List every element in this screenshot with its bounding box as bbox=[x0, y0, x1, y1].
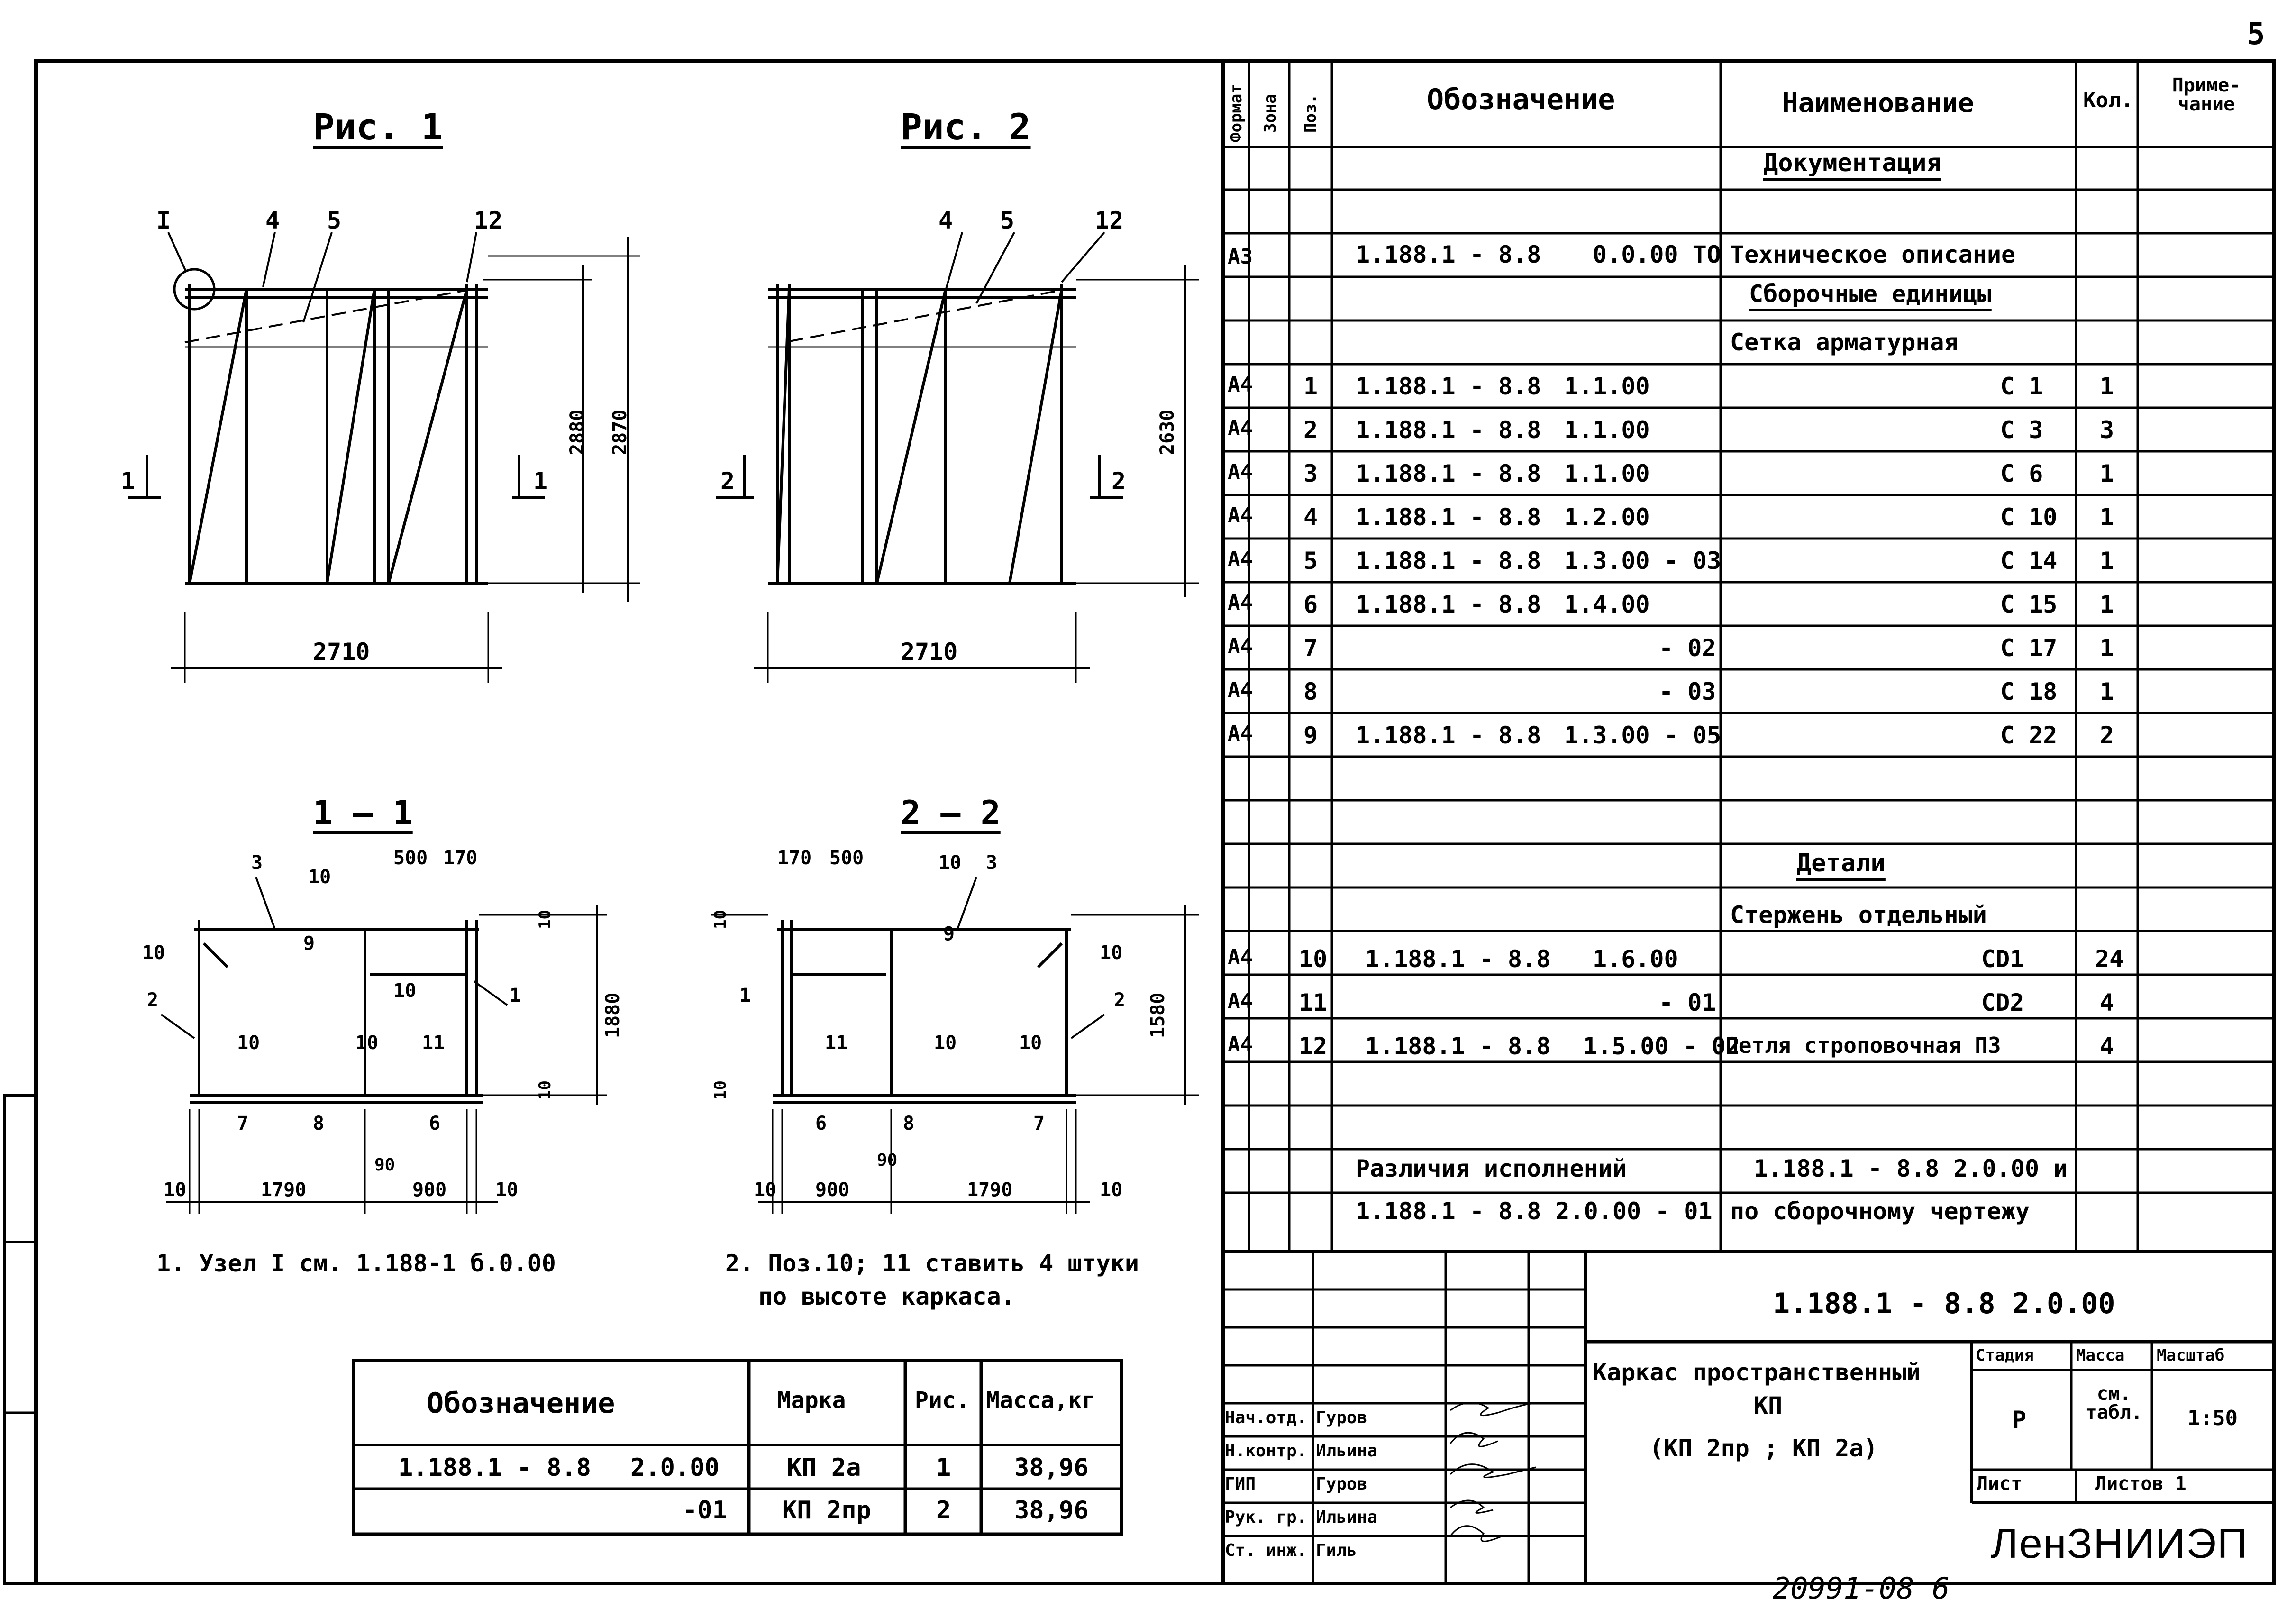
spec-row-desig2: - 01 bbox=[1659, 989, 1716, 1016]
spec-row-qty: 1 bbox=[2100, 678, 2114, 705]
spec-row-desig2: - 02 bbox=[1659, 634, 1716, 662]
title-sheets: Листов 1 bbox=[2095, 1473, 2187, 1495]
sec1-label-9: 9 bbox=[303, 932, 315, 954]
mass-header-fig: Рис. bbox=[915, 1387, 970, 1414]
spec-detail-rows bbox=[1223, 947, 2274, 1078]
spec-row-pos: 6 bbox=[1303, 591, 1318, 618]
org-logo: ЛенЗНИИЭП bbox=[1991, 1520, 2248, 1567]
title-scale-header: Масштаб bbox=[2157, 1346, 2225, 1365]
title-stage: Р bbox=[2012, 1406, 2027, 1434]
spec-row-qty: 2 bbox=[2100, 722, 2114, 749]
spec-header-note: Приме-чание bbox=[2172, 74, 2241, 115]
title-line2: КП bbox=[1754, 1392, 1783, 1419]
sec1-label-7: 7 bbox=[237, 1113, 249, 1134]
spec-row-qty: 1 bbox=[2100, 634, 2114, 662]
spec-row-format: А4 bbox=[1228, 989, 1253, 1013]
spec-row-format: А4 bbox=[1228, 460, 1253, 484]
spec-row-desig: 1.188.1 - 8.8 bbox=[1356, 416, 1541, 444]
spec-row-pos: 9 bbox=[1303, 722, 1318, 749]
mass-row1-mass: 38,96 bbox=[1014, 1454, 1089, 1482]
spec-row-desig: 1.188.1 - 8.8 bbox=[1356, 722, 1541, 749]
spec-row-format: А4 bbox=[1228, 722, 1253, 746]
role-name: Гуров bbox=[1316, 1408, 1367, 1427]
spec-row-pos: 8 bbox=[1303, 678, 1318, 705]
sec2-vdim-1580: 1580 bbox=[1147, 992, 1169, 1038]
title-mass: см. табл. bbox=[2085, 1383, 2143, 1424]
fig2-section-right: 2 bbox=[1112, 467, 1126, 495]
spec-assembly-rows bbox=[1223, 375, 2274, 767]
role-name: Ильина bbox=[1316, 1508, 1378, 1527]
spec-row bbox=[1223, 462, 2274, 505]
mass-row1-fig: 1 bbox=[936, 1454, 951, 1482]
spec-row-name: С 22 bbox=[2000, 722, 2058, 749]
spec-row-format: А4 bbox=[1228, 1033, 1253, 1057]
sec1-label-10e: 10 bbox=[355, 1032, 379, 1054]
spec-section-docs: Документация bbox=[1763, 149, 1941, 177]
spec-row bbox=[1223, 636, 2274, 680]
spec-row-desig2: - 03 bbox=[1659, 678, 1716, 705]
spec-row-name: Петля строповочная П3 bbox=[1725, 1033, 2001, 1058]
spec-row bbox=[1223, 723, 2274, 767]
spec-row-desig: 1.188.1 - 8.8 bbox=[1356, 503, 1541, 531]
spec-row-pos: 2 bbox=[1303, 416, 1318, 444]
spec-row-qty: 1 bbox=[2100, 591, 2114, 618]
sec1-label-3: 3 bbox=[251, 852, 263, 874]
spec-section-details: Детали bbox=[1796, 849, 1886, 878]
sec1-dim-90: 90 bbox=[374, 1155, 395, 1175]
sec2-label-3: 3 bbox=[986, 852, 998, 874]
fig1-label-4: 4 bbox=[265, 207, 280, 234]
fig1-dim-outer: 2870 bbox=[609, 409, 631, 455]
sec2-dim-900: 900 bbox=[815, 1179, 850, 1201]
fig1-graphic bbox=[128, 232, 640, 683]
sec2-vdim-10a: 10 bbox=[711, 910, 730, 929]
spec-row-pos: 11 bbox=[1299, 989, 1328, 1016]
sec2-label-6: 6 bbox=[815, 1113, 827, 1134]
fig2-dim-height: 2630 bbox=[1157, 409, 1178, 455]
mass-row2-desig2: -01 bbox=[683, 1496, 727, 1525]
mass-header-desig: Обозначение bbox=[427, 1387, 615, 1420]
sec1-vdim-10b: 10 bbox=[536, 1080, 555, 1100]
role-name: Гиль bbox=[1316, 1541, 1357, 1560]
title-line1: Каркас пространственный bbox=[1593, 1359, 1921, 1386]
spec-row-desig2: 1.5.00 - 02 bbox=[1583, 1033, 1740, 1060]
spec-row-name: С 15 bbox=[2000, 591, 2058, 618]
spec-row-qty: 4 bbox=[2100, 1033, 2114, 1060]
fig2-section-left: 2 bbox=[720, 467, 735, 495]
mass-row1-desig2: 2.0.00 bbox=[630, 1454, 720, 1482]
spec-row-name: С 14 bbox=[2000, 547, 2058, 575]
sec1-label-11: 11 bbox=[422, 1032, 445, 1054]
spec-row-desig: 1.188.1 - 8.8 bbox=[1365, 945, 1551, 973]
spec-row-desig2: 1.6.00 bbox=[1593, 945, 1678, 973]
spec-row-pos: 1 bbox=[1303, 373, 1318, 400]
fig1-section-left: 1 bbox=[121, 467, 136, 495]
spec-diff-1b: 1.188.1 - 8.8 2.0.00 и bbox=[1754, 1155, 2068, 1182]
spec-row-name: С 18 bbox=[2000, 678, 2058, 705]
spec-row-qty: 1 bbox=[2100, 503, 2114, 531]
spec-header-zone: Зона bbox=[1261, 94, 1280, 133]
sec1-label-6: 6 bbox=[429, 1113, 441, 1134]
spec-row-format: А4 bbox=[1228, 416, 1253, 440]
sec1-label-1: 1 bbox=[510, 985, 521, 1006]
role-label: Нач.отд. bbox=[1225, 1408, 1307, 1427]
sec2-dim-10b: 10 bbox=[1100, 1179, 1123, 1201]
sec2-dim-1790: 1790 bbox=[967, 1179, 1013, 1201]
spec-row bbox=[1223, 991, 2274, 1034]
title-scale: 1:50 bbox=[2187, 1406, 2238, 1430]
spec-row-desig: 1.188.1 - 8.8 bbox=[1356, 460, 1541, 487]
fig1-section-right: 1 bbox=[533, 467, 548, 495]
spec-row-desig2: 1.3.00 - 03 bbox=[1564, 547, 1722, 575]
spec-row-format: А4 bbox=[1228, 373, 1253, 397]
spec-row-desig2: 1.4.00 bbox=[1564, 591, 1650, 618]
spec-row-format: А4 bbox=[1228, 591, 1253, 615]
spec-row bbox=[1223, 1034, 2274, 1078]
spec-row-pos: 3 bbox=[1303, 460, 1318, 487]
spec-header-desig: Обозначение bbox=[1427, 83, 1615, 116]
sec1-dim-10b: 10 bbox=[495, 1179, 519, 1201]
sec1-label-10a: 10 bbox=[308, 866, 331, 888]
fig2-label-5: 5 bbox=[1000, 207, 1015, 234]
note-2-line2: по высоте каркаса. bbox=[758, 1283, 1015, 1310]
sec2-label-11: 11 bbox=[825, 1032, 848, 1054]
title-line3: (КП 2пр ; КП 2а) bbox=[1649, 1435, 1878, 1462]
title-code: 1.188.1 - 8.8 2.0.00 bbox=[1773, 1287, 2115, 1320]
sec2-dim-170: 170 bbox=[777, 847, 812, 869]
spec-subsection-rod: Стержень отдельный bbox=[1730, 901, 1987, 929]
sec2-label-10b: 10 bbox=[1100, 942, 1123, 964]
role-label: Ст. инж. bbox=[1225, 1541, 1307, 1560]
spec-row-format: А4 bbox=[1228, 503, 1253, 528]
fig2-graphic bbox=[716, 232, 1199, 683]
spec-row bbox=[1223, 947, 2274, 991]
spec-row-qty: 3 bbox=[2100, 416, 2114, 444]
sec2-dim-500: 500 bbox=[829, 847, 864, 869]
footer-code: 20991-08 6 bbox=[1773, 1571, 1950, 1606]
mass-row2-fig: 2 bbox=[936, 1496, 951, 1525]
spec-row-name: С 17 bbox=[2000, 634, 2058, 662]
spec-row bbox=[1223, 505, 2274, 549]
spec-row-pos: 12 bbox=[1299, 1033, 1328, 1060]
fig2-label-12: 12 bbox=[1095, 207, 1124, 234]
fig1-label-node: I bbox=[156, 207, 171, 234]
sec2-label-7: 7 bbox=[1033, 1113, 1045, 1134]
spec-row-pos: 7 bbox=[1303, 634, 1318, 662]
spec-row-desig: 1.188.1 - 8.8 bbox=[1356, 373, 1541, 400]
spec-row-pos: 4 bbox=[1303, 503, 1318, 531]
spec-row-desig2: 1.1.00 bbox=[1564, 373, 1650, 400]
note-1: 1. Узел I см. 1.188-1 б.0.00 bbox=[156, 1250, 556, 1277]
spec-row-name: СD2 bbox=[1981, 989, 2024, 1016]
spec-row-format: А4 bbox=[1228, 634, 1253, 658]
spec-diff-1a: Различия исполнений bbox=[1356, 1155, 1627, 1182]
sec1-dim-170: 170 bbox=[443, 847, 478, 869]
spec-row-qty: 1 bbox=[2100, 547, 2114, 575]
spec-row-desig: 1.188.1 - 8.8 bbox=[1356, 547, 1541, 575]
spec-row-name: С 3 bbox=[2000, 416, 2043, 444]
section1-title: 1 – 1 bbox=[313, 794, 413, 832]
sec2-label-1: 1 bbox=[739, 985, 751, 1006]
sec2-label-8: 8 bbox=[903, 1113, 915, 1134]
sec2-dim-10a: 10 bbox=[754, 1179, 777, 1201]
sec1-label-8: 8 bbox=[313, 1113, 325, 1134]
section2-title: 2 – 2 bbox=[901, 794, 1001, 832]
role-label: Н.контр. bbox=[1225, 1441, 1307, 1461]
spec-header-qty: Кол. bbox=[2083, 88, 2133, 112]
spec-row-name: С 1 bbox=[2000, 373, 2043, 400]
spec-row-desig: 1.188.1 - 8.8 bbox=[1365, 1033, 1551, 1060]
spec-row-qty: 1 bbox=[2100, 373, 2114, 400]
mass-row1-mark: КП 2а bbox=[787, 1454, 861, 1482]
sec1-label-2: 2 bbox=[147, 989, 159, 1011]
spec-row-name: С 6 bbox=[2000, 460, 2043, 487]
spec-doc-desig: 1.188.1 - 8.8 bbox=[1356, 241, 1541, 268]
sec2-label-10c: 10 bbox=[934, 1032, 957, 1054]
sec1-dim-10a: 10 bbox=[164, 1179, 187, 1201]
role-label: ГИП bbox=[1225, 1474, 1256, 1494]
sec2-vdim-10b: 10 bbox=[711, 1080, 730, 1100]
sec2-label-2: 2 bbox=[1114, 989, 1126, 1011]
mass-header-mass: Масса,кг bbox=[986, 1387, 1096, 1414]
spec-row-desig: 1.188.1 - 8.8 bbox=[1356, 591, 1541, 618]
spec-row-desig2: 1.2.00 bbox=[1564, 503, 1650, 531]
fig1-title: Рис. 1 bbox=[313, 106, 443, 148]
spec-row-qty: 1 bbox=[2100, 460, 2114, 487]
sec1-dim-500: 500 bbox=[393, 847, 428, 869]
sec1-vdim-10a: 10 bbox=[536, 910, 555, 929]
role-label: Рук. гр. bbox=[1225, 1508, 1307, 1527]
sec1-label-10d: 10 bbox=[237, 1032, 260, 1054]
spec-section-assemblies: Сборочные единицы bbox=[1749, 280, 1992, 308]
spec-row bbox=[1223, 418, 2274, 462]
title-stage-header: Стадия bbox=[1976, 1346, 2034, 1365]
fig2-title: Рис. 2 bbox=[901, 106, 1031, 148]
spec-row bbox=[1223, 680, 2274, 723]
spec-row-qty: 24 bbox=[2095, 945, 2124, 973]
note-2-line1: 2. Поз.10; 11 ставить 4 штуки bbox=[725, 1250, 1139, 1277]
spec-row-name: СD1 bbox=[1981, 945, 2024, 973]
role-name: Ильина bbox=[1316, 1441, 1378, 1461]
sec2-label-10a: 10 bbox=[938, 852, 962, 874]
spec-doc-name: Техническое описание bbox=[1730, 241, 2016, 268]
fig1-label-12: 12 bbox=[474, 207, 503, 234]
mass-row2-mass: 38,96 bbox=[1014, 1496, 1089, 1525]
spec-header-pos: Поз. bbox=[1301, 94, 1320, 133]
mass-row2-mark: КП 2пр bbox=[782, 1496, 871, 1525]
sec2-label-9: 9 bbox=[943, 923, 955, 945]
spec-subsection-mesh: Сетка арматурная bbox=[1730, 329, 1959, 356]
sec1-label-10b: 10 bbox=[142, 942, 165, 964]
spec-row bbox=[1223, 375, 2274, 418]
spec-row-pos: 10 bbox=[1299, 945, 1328, 973]
fig1-dim-inner: 2880 bbox=[566, 409, 588, 455]
spec-row bbox=[1223, 593, 2274, 636]
spec-diff-2b: по сборочному чертежу bbox=[1730, 1198, 2030, 1225]
page-number: 5 bbox=[2247, 17, 2265, 52]
sec1-label-10c: 10 bbox=[393, 980, 417, 1002]
spec-row bbox=[1223, 549, 2274, 593]
spec-row-format: А4 bbox=[1228, 547, 1253, 571]
sec1-vdim-1880: 1880 bbox=[602, 992, 624, 1038]
role-name: Гуров bbox=[1316, 1474, 1367, 1494]
sec2-dim-90: 90 bbox=[877, 1151, 898, 1170]
title-mass-header: Масса bbox=[2076, 1346, 2125, 1365]
spec-row-format: А4 bbox=[1228, 678, 1253, 702]
spec-row-desig2: 1.1.00 bbox=[1564, 416, 1650, 444]
sec2-label-10d: 10 bbox=[1019, 1032, 1042, 1054]
spec-diff-2a: 1.188.1 - 8.8 2.0.00 - 01 bbox=[1356, 1198, 1713, 1225]
spec-doc-format: А3 bbox=[1228, 245, 1253, 269]
spec-row-format: А4 bbox=[1228, 945, 1253, 969]
sec1-dim-1790: 1790 bbox=[261, 1179, 307, 1201]
fig1-label-5: 5 bbox=[327, 207, 342, 234]
spec-header-format: Формат bbox=[1227, 84, 1246, 142]
spec-row-desig2: 1.1.00 bbox=[1564, 460, 1650, 487]
signatures bbox=[1450, 1403, 1536, 1542]
fig2-label-4: 4 bbox=[938, 207, 953, 234]
fig1-dim-width: 2710 bbox=[313, 638, 370, 666]
sec1-dim-900: 900 bbox=[412, 1179, 447, 1201]
fig2-dim-width: 2710 bbox=[901, 638, 958, 666]
spec-row-name: С 10 bbox=[2000, 503, 2058, 531]
mass-header-mark: Марка bbox=[777, 1387, 846, 1414]
spec-header-name: Наименование bbox=[1782, 88, 1974, 119]
spec-doc-desig2: 0.0.00 ТО bbox=[1593, 241, 1721, 268]
spec-row-pos: 5 bbox=[1303, 547, 1318, 575]
spec-row-desig2: 1.3.00 - 05 bbox=[1564, 722, 1722, 749]
mass-row1-desig: 1.188.1 - 8.8 bbox=[398, 1454, 591, 1482]
spec-row-qty: 4 bbox=[2100, 989, 2114, 1016]
title-sheet: Лист bbox=[1977, 1473, 2023, 1495]
